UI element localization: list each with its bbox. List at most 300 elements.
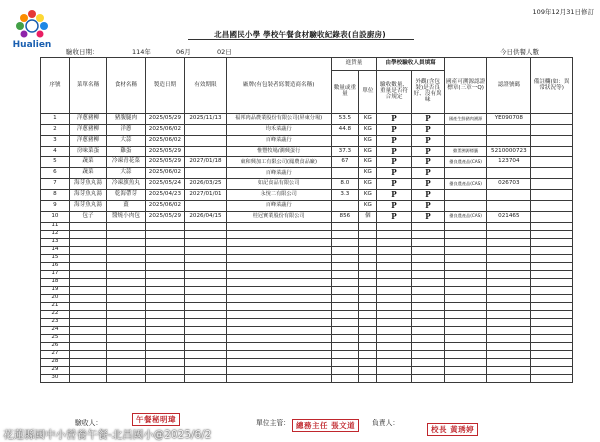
cell-empty bbox=[359, 270, 377, 278]
cell-empty bbox=[444, 334, 487, 342]
cell-exp-date bbox=[185, 146, 227, 157]
cell-ingredient: 大蒜 bbox=[107, 168, 145, 179]
cell-qty bbox=[331, 135, 359, 146]
check-mark: P bbox=[391, 200, 397, 210]
cell-empty bbox=[531, 270, 573, 278]
cell-empty bbox=[411, 222, 444, 230]
cell-origin-label: 優良農產品(CAS) bbox=[444, 179, 487, 190]
title-underline bbox=[188, 39, 414, 40]
cell-empty bbox=[185, 302, 227, 310]
cell-check-appearance bbox=[411, 211, 444, 222]
cell-origin-label: 國產生鮮豬肉溯源 bbox=[444, 114, 487, 125]
cell-empty bbox=[487, 278, 531, 286]
cell-empty bbox=[107, 374, 145, 382]
cell-empty bbox=[444, 326, 487, 334]
cell-remark bbox=[531, 124, 573, 135]
cell-manufacturer: 百峰菜蔬行 bbox=[226, 135, 331, 146]
cell-ingredient: 大蒜 bbox=[107, 135, 145, 146]
cell-seq: 3 bbox=[41, 135, 70, 146]
cell-empty bbox=[359, 222, 377, 230]
cell-empty bbox=[377, 262, 411, 270]
cell-empty bbox=[411, 294, 444, 302]
cell-empty bbox=[377, 230, 411, 238]
cell-check-spec bbox=[377, 200, 411, 211]
header-arrival: 進貨量 bbox=[331, 58, 377, 71]
revision-date: 109年12月31日修訂 bbox=[532, 8, 594, 16]
cell-origin-label bbox=[444, 168, 487, 179]
cell-empty bbox=[359, 294, 377, 302]
cell-empty bbox=[107, 342, 145, 350]
cell-empty bbox=[377, 318, 411, 326]
cell-empty bbox=[487, 374, 531, 382]
cell-empty bbox=[145, 318, 185, 326]
cell-mfg-date: 2025/06/02 bbox=[145, 200, 185, 211]
header-remarks: 備註欄(如：異常狀況等) bbox=[531, 58, 573, 114]
check-mark: P bbox=[391, 178, 397, 189]
cell-qty: 53.5 bbox=[331, 114, 359, 125]
cell-qty: 3.3 bbox=[331, 190, 359, 201]
cell-exp-date bbox=[185, 168, 227, 179]
cell-empty bbox=[411, 246, 444, 254]
cell-empty bbox=[377, 326, 411, 334]
cell-empty bbox=[531, 294, 573, 302]
date-day: 02日 bbox=[217, 48, 232, 56]
cell-seq: 10 bbox=[41, 211, 70, 222]
cell-mfg-date: 2025/05/29 bbox=[145, 114, 185, 125]
cell-mfg-date: 2025/05/29 bbox=[145, 146, 185, 157]
cell-empty bbox=[531, 318, 573, 326]
cell-empty bbox=[411, 270, 444, 278]
cell-empty bbox=[487, 366, 531, 374]
cell-category: 房味菜蛋 bbox=[69, 146, 106, 157]
cell-seq: 9 bbox=[41, 200, 70, 211]
cell-empty bbox=[359, 310, 377, 318]
cell-empty bbox=[69, 254, 106, 262]
cell-check-appearance bbox=[411, 146, 444, 157]
cell-empty bbox=[444, 318, 487, 326]
cell-empty bbox=[531, 366, 573, 374]
cell-exp-date bbox=[185, 200, 227, 211]
cell-empty bbox=[411, 310, 444, 318]
cell-empty bbox=[69, 358, 106, 366]
cell-seq: 7 bbox=[41, 179, 70, 190]
table-row-empty bbox=[41, 374, 573, 382]
cell-unit: KG bbox=[359, 114, 377, 125]
table-row bbox=[41, 146, 573, 157]
cell-qty: 44.8 bbox=[331, 124, 359, 135]
cell-empty bbox=[377, 374, 411, 382]
table-row-empty bbox=[41, 278, 573, 286]
cell-empty bbox=[487, 334, 531, 342]
check-mark: P bbox=[391, 124, 397, 134]
cell-empty bbox=[377, 278, 411, 286]
table-row-empty bbox=[41, 238, 573, 246]
cell-empty bbox=[487, 302, 531, 310]
cell-empty bbox=[444, 286, 487, 294]
cell-empty bbox=[411, 342, 444, 350]
cell-empty bbox=[377, 342, 411, 350]
table-row bbox=[41, 124, 573, 135]
cell-empty bbox=[69, 270, 106, 278]
cell-empty bbox=[487, 270, 531, 278]
cell-ingredient: 洋蔥 bbox=[107, 124, 145, 135]
cell-empty bbox=[145, 278, 185, 286]
cell-check-spec bbox=[377, 114, 411, 125]
servings-label: 今日供餐人數 bbox=[500, 48, 539, 56]
cell-empty bbox=[107, 222, 145, 230]
check-mark: P bbox=[391, 167, 397, 178]
cell-empty bbox=[185, 310, 227, 318]
cell-check-appearance bbox=[411, 168, 444, 179]
table-row-empty bbox=[41, 310, 573, 318]
cell-empty bbox=[145, 230, 185, 238]
cell-empty bbox=[145, 326, 185, 334]
cell-unit: KG bbox=[359, 124, 377, 135]
header-mfg-date: 製造日期 bbox=[145, 58, 185, 114]
check-mark: P bbox=[424, 200, 431, 210]
cell-mfg-date: 2025/06/02 bbox=[145, 124, 185, 135]
cell-empty bbox=[411, 254, 444, 262]
cell-ingredient: 乾海帶芽 bbox=[107, 190, 145, 201]
cell-empty bbox=[145, 374, 185, 382]
cell-empty bbox=[69, 366, 106, 374]
document-title: 北昌國民小學 學校午餐食材驗收紀錄表(自設廚房) bbox=[214, 30, 386, 39]
inspection-table bbox=[40, 57, 573, 383]
cell-empty bbox=[487, 342, 531, 350]
cell-remark bbox=[531, 190, 573, 201]
table-row-empty bbox=[41, 342, 573, 350]
cell-empty bbox=[531, 254, 573, 262]
cell-seq: 12 bbox=[41, 230, 70, 238]
cell-empty bbox=[145, 310, 185, 318]
cell-empty bbox=[107, 246, 145, 254]
cell-category: 海芽魚丸湯 bbox=[69, 190, 106, 201]
cell-empty bbox=[145, 262, 185, 270]
cell-empty bbox=[444, 358, 487, 366]
cell-empty bbox=[185, 286, 227, 294]
cell-empty bbox=[226, 318, 331, 326]
cell-empty bbox=[444, 302, 487, 310]
cell-remark bbox=[531, 168, 573, 179]
cell-empty bbox=[107, 350, 145, 358]
cell-empty bbox=[331, 342, 359, 350]
cell-seq: 5 bbox=[41, 157, 70, 168]
cell-empty bbox=[331, 270, 359, 278]
cell-empty bbox=[359, 366, 377, 374]
cell-empty bbox=[69, 334, 106, 342]
cell-empty bbox=[487, 262, 531, 270]
cell-empty bbox=[226, 294, 331, 302]
cell-empty bbox=[487, 358, 531, 366]
cell-seq: 22 bbox=[41, 310, 70, 318]
cell-empty bbox=[487, 222, 531, 230]
cell-empty bbox=[185, 230, 227, 238]
cell-remark bbox=[531, 114, 573, 125]
cell-manufacturer: 東和興加工有限公司(鳳農食品廠) bbox=[226, 157, 331, 168]
cell-seq: 24 bbox=[41, 326, 70, 334]
cell-seq: 2 bbox=[41, 124, 70, 135]
cell-check-spec bbox=[377, 135, 411, 146]
cell-empty bbox=[69, 350, 106, 358]
cell-check-spec bbox=[377, 157, 411, 168]
cell-mfg-date: 2025/05/24 bbox=[145, 179, 185, 190]
cell-empty bbox=[226, 278, 331, 286]
cell-empty bbox=[411, 358, 444, 366]
cell-empty bbox=[69, 286, 106, 294]
cell-empty bbox=[226, 358, 331, 366]
header-school-check: 由學校驗收人員填寫 bbox=[377, 58, 444, 71]
cell-empty bbox=[411, 366, 444, 374]
cell-empty bbox=[359, 286, 377, 294]
cell-empty bbox=[145, 286, 185, 294]
cell-empty bbox=[145, 350, 185, 358]
cell-empty bbox=[107, 294, 145, 302]
cell-empty bbox=[411, 334, 444, 342]
cell-check-spec bbox=[377, 211, 411, 222]
cell-seq: 29 bbox=[41, 366, 70, 374]
cell-remark bbox=[531, 157, 573, 168]
cell-manufacturer: 如記食品有限公司 bbox=[226, 179, 331, 190]
cell-empty bbox=[331, 238, 359, 246]
cell-qty bbox=[331, 200, 359, 211]
cell-empty bbox=[145, 270, 185, 278]
cell-check-appearance bbox=[411, 135, 444, 146]
cell-unit: KG bbox=[359, 168, 377, 179]
cell-empty bbox=[226, 374, 331, 382]
cell-seq: 18 bbox=[41, 278, 70, 286]
cell-origin-label bbox=[444, 200, 487, 211]
principal-stamp: 校長 黃琇婷 bbox=[427, 423, 478, 436]
cell-empty bbox=[444, 374, 487, 382]
cell-empty bbox=[226, 366, 331, 374]
header-category: 菜單名稱 bbox=[69, 58, 106, 114]
cell-manufacturer: 桂冠實業股份有限公司 bbox=[226, 211, 331, 222]
cell-empty bbox=[226, 334, 331, 342]
cell-empty bbox=[531, 262, 573, 270]
cell-check-appearance bbox=[411, 114, 444, 125]
cell-empty bbox=[359, 246, 377, 254]
cell-ingredient: 冷凍旗魚丸 bbox=[107, 179, 145, 190]
cell-empty bbox=[487, 318, 531, 326]
cell-empty bbox=[107, 310, 145, 318]
cell-empty bbox=[69, 310, 106, 318]
cell-empty bbox=[107, 334, 145, 342]
inspector-label: 驗收人： bbox=[75, 419, 103, 427]
table-row-empty bbox=[41, 350, 573, 358]
cell-unit: KG bbox=[359, 135, 377, 146]
cell-empty bbox=[107, 270, 145, 278]
cell-remark bbox=[531, 179, 573, 190]
cell-origin-label: 雞蛋溯源標籤 bbox=[444, 146, 487, 157]
cell-empty bbox=[444, 270, 487, 278]
table-row-empty bbox=[41, 230, 573, 238]
cell-empty bbox=[359, 318, 377, 326]
cell-empty bbox=[69, 222, 106, 230]
cell-empty bbox=[487, 310, 531, 318]
date-year: 114年 bbox=[132, 48, 151, 56]
check-mark: P bbox=[424, 113, 431, 123]
cell-empty bbox=[226, 246, 331, 254]
header-check-appearance: 外觀(含包裝)是否良好、沒有異味 bbox=[411, 71, 444, 114]
cell-seq: 4 bbox=[41, 146, 70, 157]
table-row bbox=[41, 179, 573, 190]
cell-seq: 11 bbox=[41, 222, 70, 230]
cell-empty bbox=[185, 366, 227, 374]
cell-empty bbox=[531, 246, 573, 254]
cell-ingredient: 醬燒小肉包 bbox=[107, 211, 145, 222]
cell-empty bbox=[359, 342, 377, 350]
cell-remark bbox=[531, 211, 573, 222]
cell-remark bbox=[531, 135, 573, 146]
cell-empty bbox=[444, 310, 487, 318]
cell-empty bbox=[331, 230, 359, 238]
cell-cert-no bbox=[487, 135, 531, 146]
cell-remark bbox=[531, 200, 573, 211]
cell-empty bbox=[185, 262, 227, 270]
table-row-empty bbox=[41, 366, 573, 374]
cell-unit: KG bbox=[359, 146, 377, 157]
table-row bbox=[41, 190, 573, 201]
cell-manufacturer: 福邦肉品農業股份有限公司(屏東分場) bbox=[226, 114, 331, 125]
cell-empty bbox=[377, 366, 411, 374]
cell-empty bbox=[359, 358, 377, 366]
cell-cert-no bbox=[487, 190, 531, 201]
cell-mfg-date: 2025/05/29 bbox=[145, 211, 185, 222]
cell-mfg-date: 2025/04/23 bbox=[145, 190, 185, 201]
cell-empty bbox=[411, 278, 444, 286]
cell-check-appearance bbox=[411, 200, 444, 211]
date-month: 06月 bbox=[176, 48, 191, 56]
cell-empty bbox=[411, 286, 444, 294]
cell-empty bbox=[331, 222, 359, 230]
table-row-empty bbox=[41, 334, 573, 342]
cell-empty bbox=[145, 302, 185, 310]
cell-empty bbox=[531, 238, 573, 246]
cell-empty bbox=[69, 278, 106, 286]
cell-mfg-date: 2025/06/02 bbox=[145, 168, 185, 179]
table-row bbox=[41, 157, 573, 168]
cell-seq: 26 bbox=[41, 342, 70, 350]
cell-empty bbox=[331, 374, 359, 382]
cell-seq: 17 bbox=[41, 270, 70, 278]
cell-category: 蔬菜 bbox=[69, 157, 106, 168]
cell-empty bbox=[226, 262, 331, 270]
table-body bbox=[41, 114, 573, 383]
cell-ingredient: 雞蛋 bbox=[107, 146, 145, 157]
cell-empty bbox=[531, 286, 573, 294]
cell-empty bbox=[107, 230, 145, 238]
cell-empty bbox=[145, 238, 185, 246]
header-exp-date: 有效期限 bbox=[185, 58, 227, 114]
cell-seq: 16 bbox=[41, 262, 70, 270]
cell-empty bbox=[185, 342, 227, 350]
cell-empty bbox=[411, 350, 444, 358]
cell-empty bbox=[531, 350, 573, 358]
cell-manufacturer: 永悅二有限公司 bbox=[226, 190, 331, 201]
cell-empty bbox=[185, 238, 227, 246]
cell-empty bbox=[226, 310, 331, 318]
table-row-empty bbox=[41, 326, 573, 334]
cell-empty bbox=[185, 358, 227, 366]
cell-empty bbox=[331, 350, 359, 358]
cell-empty bbox=[185, 222, 227, 230]
cell-origin-label bbox=[444, 124, 487, 135]
table-row bbox=[41, 168, 573, 179]
cell-manufacturer: 均禾菜蔬行 bbox=[226, 124, 331, 135]
cell-empty bbox=[359, 278, 377, 286]
cell-empty bbox=[531, 374, 573, 382]
cell-empty bbox=[411, 302, 444, 310]
cell-empty bbox=[226, 326, 331, 334]
cell-empty bbox=[377, 310, 411, 318]
table-row-empty bbox=[41, 302, 573, 310]
cell-empty bbox=[531, 334, 573, 342]
check-mark: P bbox=[424, 146, 431, 156]
cell-seq: 15 bbox=[41, 254, 70, 262]
cell-empty bbox=[69, 326, 106, 334]
cell-check-spec bbox=[377, 190, 411, 201]
cell-unit: KG bbox=[359, 200, 377, 211]
header-cert-no: 認證號碼 bbox=[487, 58, 531, 114]
cell-empty bbox=[444, 350, 487, 358]
header-manufacturer: 廠牌(有包裝者寫製造商名稱) bbox=[226, 58, 331, 114]
cell-empty bbox=[145, 334, 185, 342]
cell-empty bbox=[185, 374, 227, 382]
cell-empty bbox=[185, 334, 227, 342]
cell-seq: 30 bbox=[41, 374, 70, 382]
cell-category: 蔬菜 bbox=[69, 168, 106, 179]
cell-empty bbox=[331, 278, 359, 286]
cell-seq: 25 bbox=[41, 334, 70, 342]
cell-empty bbox=[69, 246, 106, 254]
table-row-empty bbox=[41, 262, 573, 270]
cell-empty bbox=[226, 342, 331, 350]
cell-ingredient: 豬腹腿肉 bbox=[107, 114, 145, 125]
check-mark: P bbox=[424, 156, 431, 167]
cell-empty bbox=[359, 302, 377, 310]
cell-seq: 6 bbox=[41, 168, 70, 179]
cell-cert-no bbox=[487, 200, 531, 211]
cell-empty bbox=[226, 286, 331, 294]
cell-empty bbox=[145, 246, 185, 254]
cell-empty bbox=[69, 238, 106, 246]
cell-empty bbox=[145, 294, 185, 302]
cell-seq: 21 bbox=[41, 302, 70, 310]
cell-check-spec bbox=[377, 168, 411, 179]
check-mark: P bbox=[391, 135, 397, 145]
cell-seq: 20 bbox=[41, 294, 70, 302]
cell-check-spec bbox=[377, 179, 411, 190]
cell-empty bbox=[69, 230, 106, 238]
header-seq: 序號 bbox=[41, 58, 70, 114]
table-row-empty bbox=[41, 222, 573, 230]
cell-empty bbox=[226, 270, 331, 278]
cell-ingredient: 薑 bbox=[107, 200, 145, 211]
cell-empty bbox=[331, 302, 359, 310]
cell-check-appearance bbox=[411, 179, 444, 190]
cell-origin-label bbox=[444, 190, 487, 201]
cell-empty bbox=[359, 238, 377, 246]
cell-manufacturer: 百峰菜蔬行 bbox=[226, 200, 331, 211]
cell-manufacturer: 百峰菜蔬行 bbox=[226, 168, 331, 179]
watermark-text: 花蓮縣國中小營養午餐-北昌國小@2025/6/2 bbox=[3, 429, 212, 441]
cell-empty bbox=[145, 366, 185, 374]
cell-empty bbox=[377, 302, 411, 310]
cell-unit: KG bbox=[359, 157, 377, 168]
cell-empty bbox=[359, 326, 377, 334]
cell-category: 洋蔥豬柳 bbox=[69, 135, 106, 146]
cell-empty bbox=[377, 238, 411, 246]
